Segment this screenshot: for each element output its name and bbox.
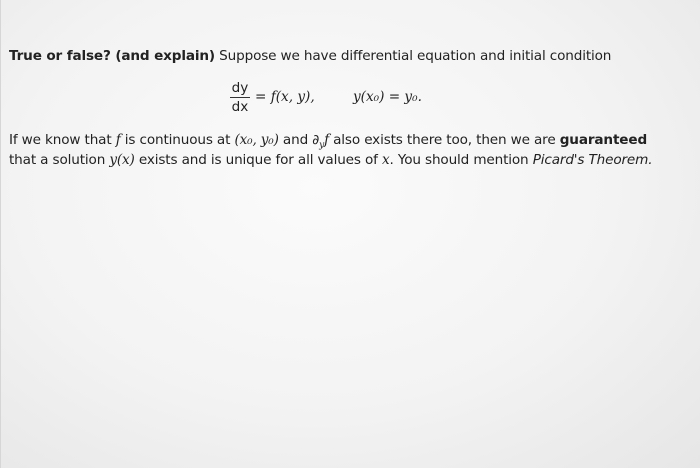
initial-condition: y(x₀) = y₀. xyxy=(353,89,422,105)
theorem-name: Picard's Theorem. xyxy=(532,152,653,168)
partial-symbol: ∂ xyxy=(312,132,320,148)
fraction-denominator: dx xyxy=(231,99,249,115)
equation-rhs: = f(x, y), xyxy=(255,89,315,105)
question-lead-text: Suppose we have differential equation and initial condition xyxy=(215,48,612,64)
guaranteed-bold: guaranteed xyxy=(559,132,648,148)
question-lead-bold: True or false? (and explain) xyxy=(9,48,215,64)
partial-subscript: y xyxy=(319,140,325,151)
text-segment: exists and is unique for all values of xyxy=(134,152,382,168)
variable-x: x xyxy=(381,152,390,168)
text-segment: is continuous at xyxy=(120,132,235,148)
point-notation: (x₀, y₀) xyxy=(234,132,279,148)
fraction-numerator: dy xyxy=(231,80,249,96)
explanation-paragraph xyxy=(9,130,689,170)
solution-notation: y(x) xyxy=(109,152,135,168)
text-segment: If we know that xyxy=(9,132,116,148)
text-segment: and xyxy=(278,132,313,148)
paragraph-line-2 xyxy=(9,150,689,170)
function-symbol: f xyxy=(115,132,121,148)
question-intro xyxy=(9,48,611,64)
text-segment: . You should mention xyxy=(389,152,533,168)
text-segment: also exists there too, then we are xyxy=(328,132,560,148)
derivative-fraction xyxy=(229,80,251,115)
text-segment: that a solution xyxy=(9,152,110,168)
function-symbol: f xyxy=(324,132,329,148)
paragraph-line-1 xyxy=(9,130,689,150)
